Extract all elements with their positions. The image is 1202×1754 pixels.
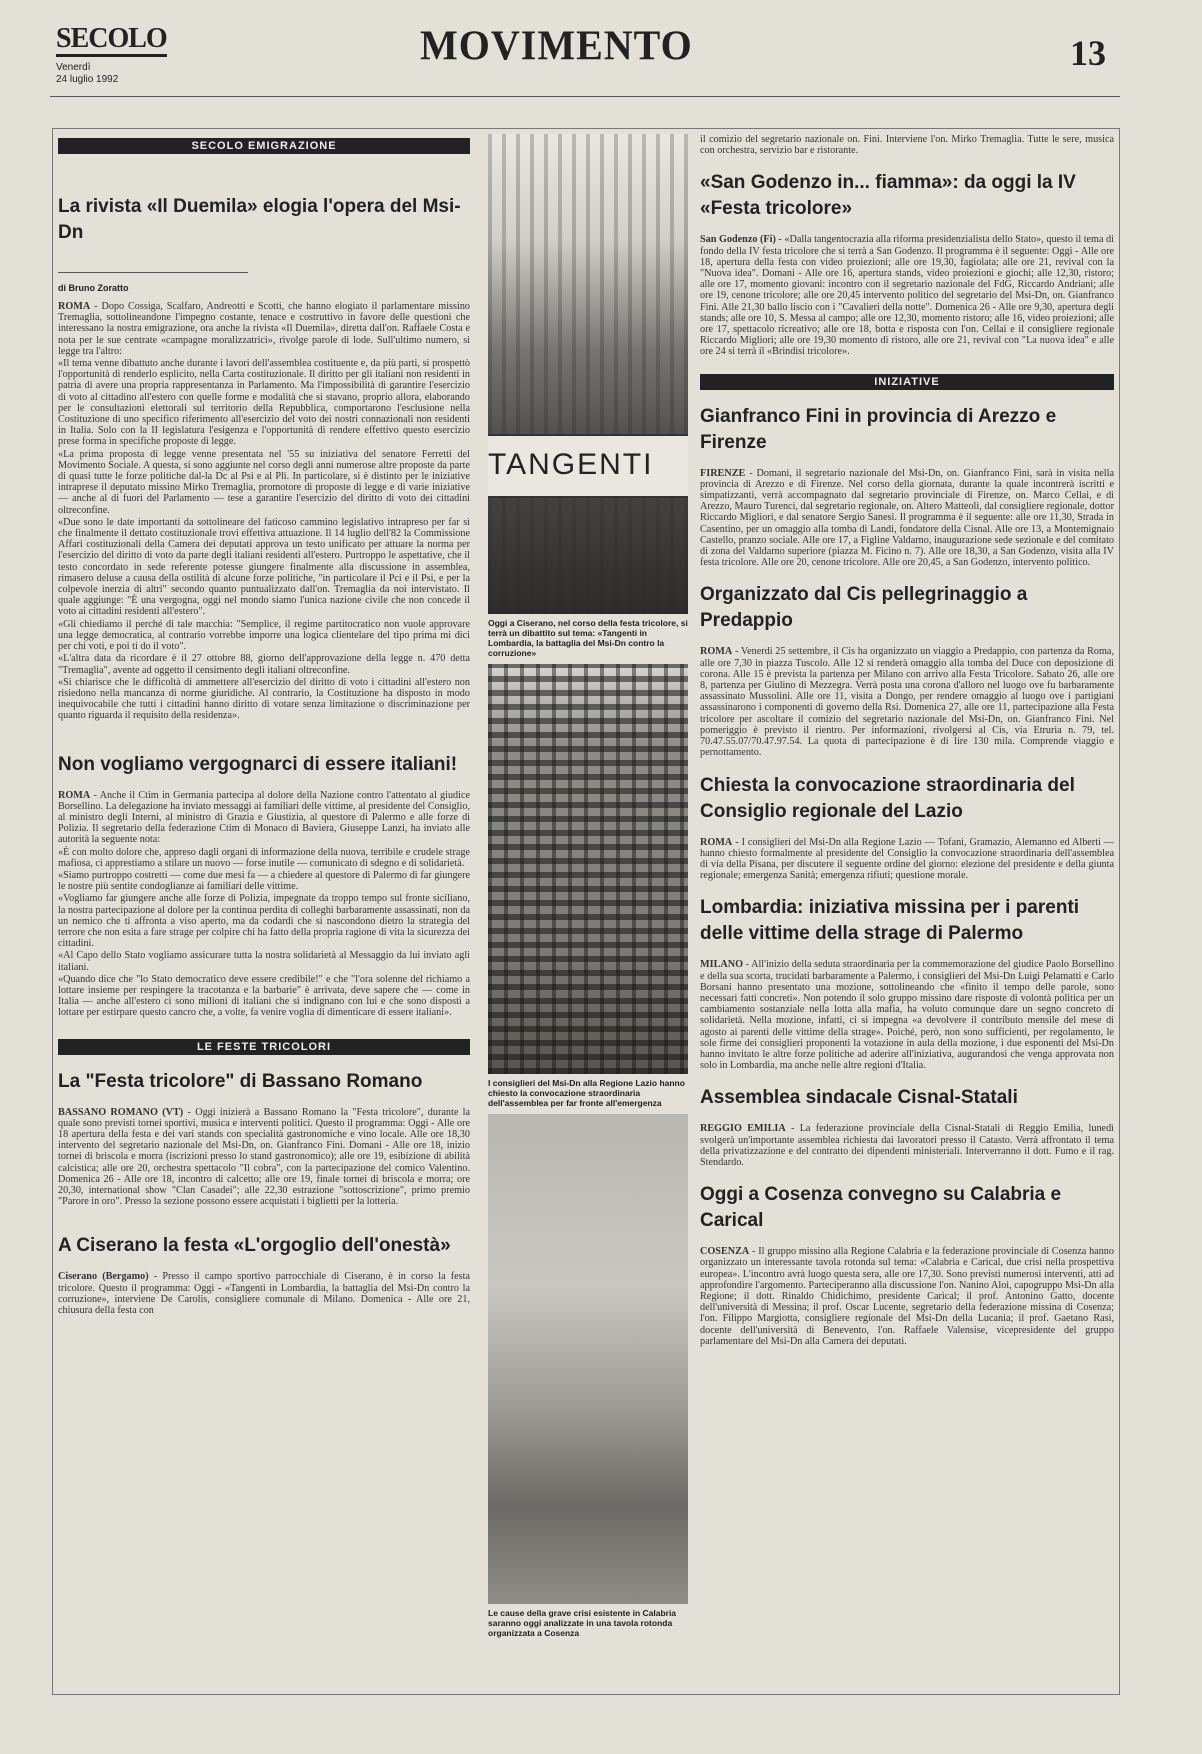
paragraph: «Vogliamo far giungere anche alle forze di Polizia, impegnate da troppo tempo sul fronte siciliano, la nostra partecipazione al dolore per la continua perdita di colleghi barbaramente assassinati, non da un nemico che ti affronta a viso aperto, ma da codardi che si nascondono dietro la strategia del terrore che non esita a fare strage per colpire chi ha fatto della propria ragione di vita la sicurezza dei cittadini. [58,893,470,950]
paragraph-text: - Presso il campo sportivo parrocchiale di Ciserano, è in corso la festa tricolore. Questo il programma: Oggi - «Tangenti in Lombardia, la battaglia del Msi-Dn contro la corruzione», interviene De Carolis, consigliere comunale di Milano. Domenica - Alle ore 21, chiusura della festa con [58,1271,470,1317]
paragraph: «È con molto dolore che, appreso dagli organi di informazione della nuova, terribile e crudele strage mafiosa, ci apprestiamo a stilare un nuovo — forse inutile — comunicato di sdegno e di solidarietà. [58,846,470,869]
paragraph-text: - I consiglieri del Msi-Dn alla Regione Lazio — Tofani, Gramazio, Alemanno ed Alberti — hanno chiesto formalmente al presidente del Consiglio la convocazione straordinaria dell'assemblea di via della Pisana, per discutere il seguente ordine del giorno: elezione del presidente e della giunta regionale; emergenza Sanità; emergenza rifiuti; questione morale. [700,836,1114,882]
article-body-cosenza [700,1246,1114,1347]
photo-caption-ciserano: Oggi a Ciserano, nel corso della festa tricolore, si terrà un dibattito sul tema: «Tangenti in Lombardia, la battaglia del Msi-Dn contro la corruzione» [488,618,688,658]
paragraph [58,790,470,846]
photo-caption-lazio: I consiglieri del Msi-Dn alla Regione Lazio hanno chiesto la convocazione straordinaria dell'assemblea per far fronte all'emergenza [488,1078,685,1108]
article-body-vergognarci [58,790,470,1019]
paragraph-text: - Venerdì 25 settembre, il Cis ha organizzato un viaggio a Predappio, con partenza da Roma, alle ore 7,30 in piazza Tuscolo. Alle 12 si renderà omaggio alla tomba del Duce con deposizione di corona. Alle 15 è prevista la partenza per Milano con arrivo alla Festa Tricolore. Sabato 26, alle ore 8, partenza per Giulino di Mezzegra. Verrà posta una corona d'alloro nel luogo ove fu barbaramente assassinato Mussolini. Alle ore 11, visita a Dongo, per rendere omaggio al luogo ove i partigiani assassinarono i componenti di governo della Rsi. Domenica 27, alle ore 11, partecipazione alla Festa tricolore per ascoltare il comizio del segretario nazionale del Msi-Dn, on. Gianfranco Fini. Nel pomeriggio è previsto il rientro. Per informazioni, rivolgersi al Cis, via Etruria n. 79, tel. 70.47.55.07/70.47.97.54. La quota di partecipazione è di lire 130 mila. Comprende viaggio e pernottamento. [700,646,1114,759]
paragraph: «Gli chiediamo il perché di tale macchia: "Semplice, il regime partitocratico non vuole approvare una legge democratica, al contrario vorrebbe imporre una logica clientelare del tipo prima mi dici per chi voti, e poi ti do il voto". [58,618,470,653]
article-title-lazio: Chiesta la convocazione straordinaria del Consiglio regionale del Lazio [700,774,1075,822]
article-title-cosenza: Oggi a Cosenza convegno su Calabria e Carical [700,1184,1062,1232]
paragraph-text: - La federazione provinciale della Cisnal-Statali di Reggio Emilia, lunedì svolgerà un'importante assemblea richiesta dai lavoratori presso il Catasto. Verrà affrontato il tema della privatizzazione e del contratto dei dipendenti ministeriali. Interverranno il dott. Fumo e il rag. Stendardo. [700,1123,1114,1168]
paragraph-text: - All'inizio della seduta straordinaria per la commemorazione del giudice Paolo Borsellino e della sua scorta, trucidati barbaramente a Palermo, i consiglieri del Msi-Dn Luigi Pelamatti e Carlo Borsani hanno presentato una mozione, sottolineando che «finito il tempo delle parole, sono necessari fatti concreti». Non potendo il solo gruppo missino dare risposte di volontà politica per un cambiamento sostanziale nella lotta alla mafia, ha voluto comunque dare un segno concreto di solidarietà. Nella mozione, infatti, ci si impegna «a devolvere il contributo mensile del mese di agosto ai parenti delle vittime della strage». Poiché, però, non sono sufficienti, per regolamento, le sole firme dei consiglieri proponenti la votazione in aula della mozione, i due esponenti del Msi-Dn hanno invitato le altre forze politiche ad aderire all'iniziativa, augurandosi che venga approvata non solo in Lombardia, ma anche nelle altre regioni d'Italia. [700,959,1114,1072]
article-title-ciserano: A Ciserano la festa «L'orgoglio dell'onestà» [58,1235,451,1257]
dateline: FIRENZE [700,467,746,479]
paragraph: «Al Capo dello Stato vogliamo assicurare tutta la nostra solidarietà al Messaggio da lui inviato agli italiani. [58,950,470,973]
page-number: 13 [1070,33,1106,73]
paragraph-text: - Anche il Ctim in Germania partecipa al dolore della Nazione contro l'attentato al giudice Borsellino. La delegazione ha inviato messaggi ai familiari delle vittime, al presidente del Consiglio, al ministro degli Interni, al ministro di Grazia e Giustizia, al questore di Palermo e alle forze di Polizia. Il segretario della federazione Ctim di Monaco di Baviera, Giuseppe Lanzi, ha inviato alle autorità la seguente nota: [58,789,470,846]
issue-day: Venerdì [56,62,91,73]
dateline: Ciserano (Bergamo) [58,1271,149,1283]
paragraph: «La prima proposta di legge venne presentata nel '55 su iniziativa del senatore Ferretti del Movimento Sociale. A questa, si sono aggiunte nel corso degli anni numerose altre proposte da parte di quasi tutte le forze politiche dal-la Dc al Psi e al Pli. In particolare, si è distinto per le iniziative intraprese il deputato missino Mirko Tremaglia, promotore di proposte di legge e di varie iniziative — anche al di fuori del Parlamento — tese a garantire l'esercizio del diritto di voto dei cittadini oltreconfine. [58,448,470,516]
article-body-fini [700,468,1114,569]
article-body-ciserano [58,1271,470,1316]
paragraph [58,301,470,357]
issue-date-text: 24 luglio 1992 [56,74,119,85]
issue-date [56,62,118,86]
article-body-predappio [700,646,1114,758]
dateline: BASSANO ROMANO (VT) [58,1106,184,1118]
paragraph: «Si chiarisce che le difficoltà di ammettere all'esercizio del diritto di voto i cittadini all'estero non risiedono nella mancanza di norme giuridiche. Al contrario, la Costituzione ha disposto in modo inequivocabile che tutti i cittadini hanno diritto di votare senza limitazione o discriminazione per quanto riguarda il requisito della residenza». [58,676,470,722]
dateline: San Godenzo (Fi) [700,234,776,246]
paragraph: «Siamo purtroppo costretti — come due mesi fa — a chiedere al questore di Palermo di far giungere le nostre più sentite condoglianze ai familiari delle vittime. [58,869,470,893]
protest-photo [488,134,688,614]
column-left [58,134,470,1689]
dateline: ROMA [58,301,91,312]
paragraph: «Il tema venne dibattuto anche durante i lavori dell'assemblea costituente e, da più parti, si prospettò l'opportunità di renderlo esplicito, nella Carta costituzionale. Il diritto per gli italiani non residenti in patria di avere una propria rappresentanza in Parlamento. Ma l'impossibilità di garantire l'esercizio di voto al cittadino all'estero con quelle forme e modalità che si stavano, proprio allora, elaborando per le consultazioni elettorali sul territorio della Repubblica, comportarono l'esclusione nella Costituzione di uno specifico riferimento all'esercizio del voto dei nostri connazionali non residenti in Italia. Solo con la II legislatura l'esigenza e l'opportunità di rendere effettivo questo esercizio prese forma in specifiche proposte di legge. [58,358,470,448]
column-photos [488,134,692,1689]
article-continuation: il comizio del segretario nazionale on. Fini. Interviene l'on. Mirko Tremaglia. Tutte le sere, musica con orchestra, servizio bar e ristorante. [700,134,1114,157]
article-body-bassano [58,1107,470,1208]
article-title-duemila: La rivista «Il Duemila» elogia l'opera del Msi-Dn [58,196,461,243]
article-body-cisnal [700,1123,1114,1168]
article-title-san-godenzo: «San Godenzo in... fiamma»: da oggi la IV «Festa tricolore» [700,172,1076,220]
article-body-duemila [58,301,470,722]
article-title-cisnal: Assemblea sindacale Cisnal-Statali [700,1087,1018,1109]
paragraph-text: - «Dalla tangentocrazia alla riforma presidenzialista dello Stato», questo il tema di fondo della IV festa tricolore che si terrà a San Godenzo. Il programma è il seguente: Oggi - Alle ore 18, apertura della festa con video proiezioni; alle ore 19,30, fagiolata; alle ore 21, revival con la "Nuova idea". Domani - Alle ore 16, apertura stands, video proiezioni e giochi; alle 12,30, ristoro; alle ore 17, momento giovani: incontro con il segretario nazionale del FdG, Riccardo Andriani; alle ore 19, cenone tricolore; alle ore 20,45 intervento politico del segretario del Msi-Dn, on. Gianfranco Fini. Alle 21,30 ballo liscio con i "Cavalieri della notte". Domenica 26 - Alle ore 9,30, apertura degli stands; alle ore 10, S. Messa al campo; alle ore 12,30, momento ristoro; alle 16, video proiezioni; alle ore 17, spettacolo ricreativo; alle ore 18, botta e risposta con l'on. Cellai e il consigliere regionale Riccardo Migliori; alle ore 19,30 momento di ristoro, alle ore 21, revival con "La nuova idea" e alle ore 24 si terrà il «Brindisi tricolore». [700,234,1114,358]
section-title: MOVIMENTO [420,21,693,70]
dateline: ROMA [58,789,91,801]
building-photo [488,664,688,1074]
paragraph-text: - Oggi inizierà a Bassano Romano la "Festa tricolore", durante la quale sono previsti tornei sportivi, musica e interventi politici. Questo il programma: Oggi - Alle ore 18 apertura della festa e dei vari stands con specialità gastronomiche e vino locale. Alle ore 18,30 intervento del segretario nazionale del Msi-Dn, on. Gianfranco Fini. Domani - Alle ore 18, inizio tornei di briscola e morra (iscrizioni presso lo stand gastronomico); alle ore 19, esibizione di abilità calcistica; alle ore 20, orchestra spettacolo "Il cobra", con la partecipazione del comico Valentino. Domenica 26 - Alle ore 18, incontro di calcetto; alle ore 19, finale tornei di briscola e morra; ore 20,30, international show "Clan Casadei"; alle 22,30 estrazione "sottoscrizione", primo premio "Parore in oro". Presso la sezione possono essere acquistati i biglietti per la lotteria. [58,1106,470,1208]
section-bar-iniziative: INIZIATIVE [700,374,1114,390]
article-body-lazio [700,837,1114,882]
paragraph: «L'altra data da ricordare è il 27 ottobre 88, giorno dell'approvazione della legge n. 470 detta "Tremaglia", avente ad oggetto il censimento degli italiani oltreconfine. [58,653,470,676]
section-bar-feste: LE FESTE TRICOLORI [58,1039,470,1055]
article-body-lombardia [700,959,1114,1071]
article-title-vergognarci: Non vogliamo vergognarci di essere italiani! [58,753,458,775]
dateline: REGGIO EMILIA [700,1123,786,1135]
article-title-predappio: Organizzato dal Cis pellegrinaggio a Predappio [700,584,1028,632]
newspaper-logo: SECOLO [56,24,167,57]
photo-caption-calabria: Le cause della grave crisi esistente in Calabria saranno oggi analizzate in una tavola rotonda organizzata a Cosenza [488,1608,677,1638]
dateline: MILANO [700,959,744,971]
dateline: ROMA [700,646,733,658]
paragraph-text: - Domani, il segretario nazionale del Msi-Dn, on. Gianfranco Fini, sarà in visita nella provincia di Arezzo e di Firenze. Nel corso della giornata, durante la quale incontrerà iscritti e simpatizzanti, verrà accompagnato dal segretario provinciale di Firenze, on. Marco Cellai, e di Arezzo, Mauro Turenci, dal segretario regionale, on. Altero Matteoli, dal consigliere regionale, dottor Riccardo Migliori, e dal senatore Sergio Sanesi. Il programma è il seguente: alle ore 11,30, Strada in Casentino, per un omaggio alla tomba di Landi, fondatore della Cisnal. Alle ore 13, a Montemignaio Castello, pranzo sociale. Alle ore 17, a Figline Valdarno, inaugurazione sede sezionale e del comitato di zona del Valdarno superiore (piazza M. Ficino n. 7). Alle ore 18,30, a San Godenzo, visita alla IV festa tricolore. Alle ore 20, cenone tricolore. Alle ore 20,45, a San Godenzo, intervento politico. [700,467,1114,569]
paragraph: «Due sono le date importanti da sottolineare del faticoso cammino legislativo intrapreso per far sì che finalmente il dettato costituzionale trovi effettiva attuazione. Il 14 luglio dell'82 la Commissione Affari costituzionali della Camera dei deputati approva un testo unificato per attuare la norma per l'esercizio del diritto di voto da parte degli italiani residenti all'estero. Purtroppo le aspettative, che il testo concordato in sede referente potesse giungere finalmente alla discussione in assemblea, rimasero deluse a causa della ostilità di alcune forze politiche, "in particolare il Pci e il Psi, e per la colpevole inerzia di altri" secondo quanto puntualizzato dall'on. Tremaglia da noi intervistato. Il quale aggiunge: "È una vergogna, oggi nel mondo siamo l'unica nazione civile che non concede il voto ai cittadini residenti all'estero". [58,516,470,618]
article-title-bassano: La "Festa tricolore" di Bassano Romano [58,1070,423,1092]
paragraph-text: - Il gruppo missino alla Regione Calabria e la federazione provinciale di Cosenza hanno organizzato un interessante tavola rotonda sul tema: «Calabria e Carical, due crisi nella prospettiva europea». L'incontro avrà luogo questa sera, alle ore 17,30. Sono previsti numerosi interventi, atti ad approfondire l'argomento. Parteciperanno alla discussione l'on. Nanino Aloi, capogruppo Msi-Dn alla Regione; il dott. Rinaldo Chidichimo, presidente Carical; il prof. Antonino Gatto, docente dell'università di Messina; il prof. Oscar Lucente, segretario della federazione missina di Cosenza; l'on. Filippo Margiotta, consigliere regionale del Msi-Dn della Lucania; il prof. Gaetano Rasi, docente dell'università di Benevento, l'on. Raffaele Valensise, vicepresidente del gruppo parlamentare del Msi-Dn alla Camera dei deputati. [700,1246,1114,1347]
dateline: ROMA [700,836,733,848]
paragraph-text: - Dopo Cossiga, Scalfaro, Andreotti e Scotti, che hanno elogiato il parlamentare missino Tremaglia, sottolineandone l'impegno costante, tenace e costruttivo in favore delle questioni che interessano la nostra emigrazione, ora anche la rivista «Il Duemila», diretta dall'on. Raffaele Costa e nota per le sue centrate «campagne moralizzatrici», rivolge parole di lode. Sull'ultimo numero, si legge tra l'altro: [58,301,470,357]
article-byline: di Bruno Zoratto [58,272,248,293]
article-body-san-godenzo [700,234,1114,357]
protest-banner-text: TANGENTI [488,434,688,498]
landscape-photo [488,1114,688,1604]
header-rule [50,96,1120,97]
section-bar-emigrazione: SECOLO EMIGRAZIONE [58,138,470,154]
column-right [700,134,1114,1689]
paragraph: «Quando dice che "lo Stato democratico deve essere credibile!" e che "l'ora solenne del richiamo a lottare insieme per respingere la tracotanza e la barbarie" è arrivata, deve sapere che — come in Italia — anche all'estero ci sono milioni di italiani che si indignano con lui e che sono disposti a lottare per estirpare questo cancro che, a volte, fa venire voglia di dimenticare di essere italiani». [58,973,470,1019]
article-title-fini: Gianfranco Fini in provincia di Arezzo e Firenze [700,405,1057,453]
article-title-lombardia: Lombardia: iniziativa missina per i parenti delle vittime della strage di Palermo [700,897,1080,945]
dateline: COSENZA [700,1246,750,1258]
